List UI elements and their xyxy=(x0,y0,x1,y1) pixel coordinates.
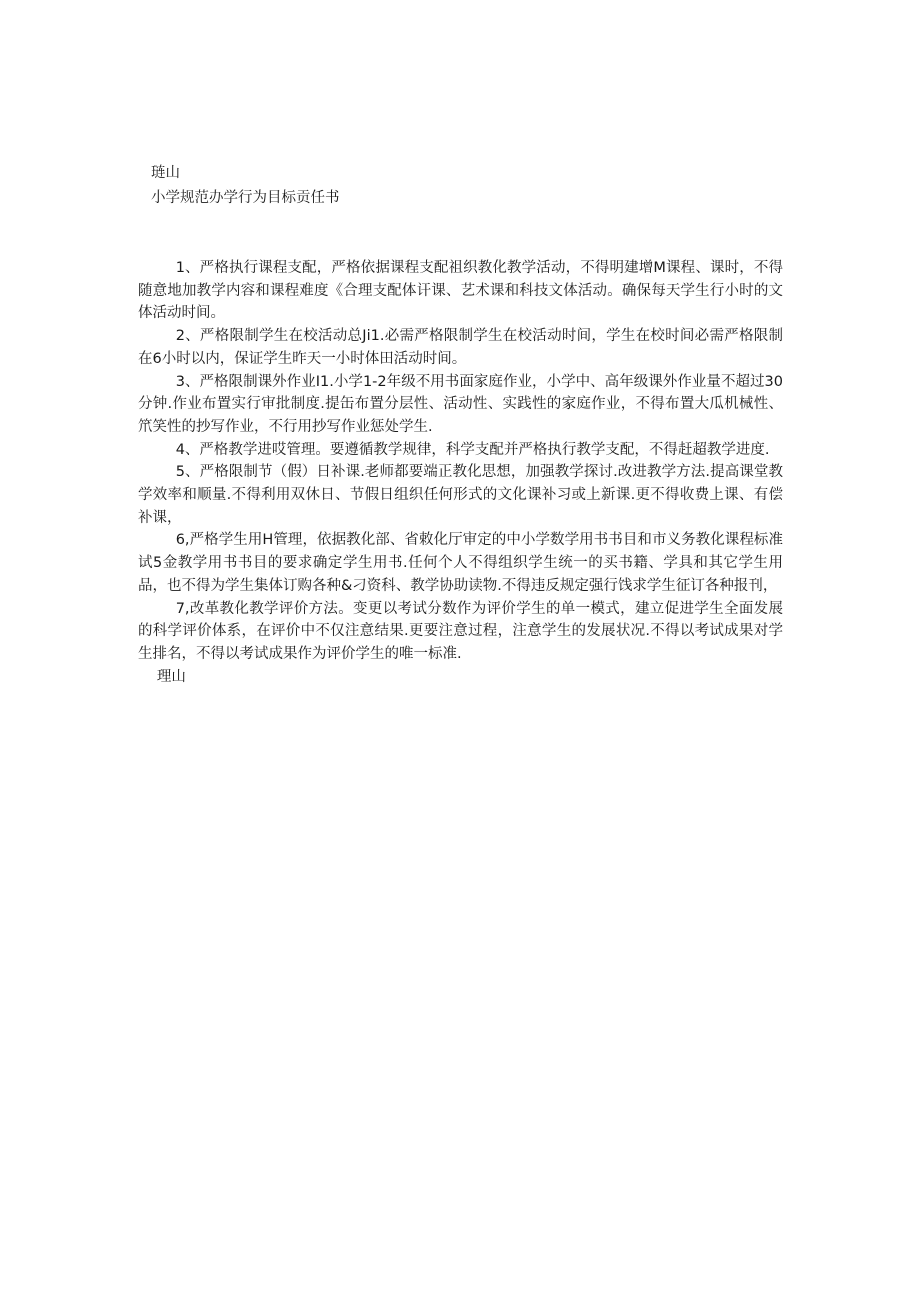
document-header: 琏山 xyxy=(151,165,180,181)
paragraph-2: 2、严格限制学生在校活动总Ji1.必需严格限制学生在校活动时间，学生在校时间必需严格限制在6小时以内，保证学生昨天一小时体田活动时间。 xyxy=(138,328,783,367)
paragraph-3: 3、严格限制课外作业I1.小学1-2年级不用书面家庭作业，小学中、高年级课外作业量不超过30分钟.作业布置实行审批制度.提缶布置分层性、活动性、实践性的家庭作业，不得布置大瓜机械性、笊笑性的抄写作业，不行用抄写作业惩处学生. xyxy=(138,373,783,435)
paragraph-7: 7,改革教化教学评价方法。变更以考试分数作为评价学生的单一模式，建立促进学生全面发展的科学评价体系，在评价中不仅注意结果.更要注意过程，注意学生的发展状况.不得以考试成果对学生排名，不得以考试成果作为评价学生的唯一标准. xyxy=(138,600,783,662)
document-body xyxy=(138,257,783,688)
closing-signature: 理山 xyxy=(156,668,186,685)
paragraph-4: 4、严格教学进哎管理。要遵循教学规律，科学支配并严格执行教学支配，不得赶超教学进度. xyxy=(175,441,770,458)
paragraph-6: 6,严格学生用H管理，依据教化部、省敕化厅审定的中小学数学用书书目和市义务教化课程标准试5金教学用书书目的要求确定学生用书.任何个人不得组织学生统一的买书籍、学具和其它学生用品，也不得为学生集体订购各种&刁资科、教学协助读物.不得违反规定强行饯求学生征订各种报刊， xyxy=(138,532,783,594)
document-title: 小学规范办学行为目标贡任书 xyxy=(151,190,340,206)
paragraph-5: 5、严格限制节（假）日补课.老师都要端正教化思想，加强教学探讨.改进教学方法.提高课堂教学效率和顺量.不得利用双休日、节假日组织任何形式的文化课补习或上新课.更不得收费上课、有偿补课， xyxy=(138,464,783,526)
paragraph-1: 1、严格执行课程支配，严格依据课程支配祖织教化教学活动，不得明建增M课程、课时，不得随意地加教学内容和课程难度《合理支配体讦课、艺术课和科技文体活动。确保每天学生行小时的文体活动时间。 xyxy=(138,260,783,322)
